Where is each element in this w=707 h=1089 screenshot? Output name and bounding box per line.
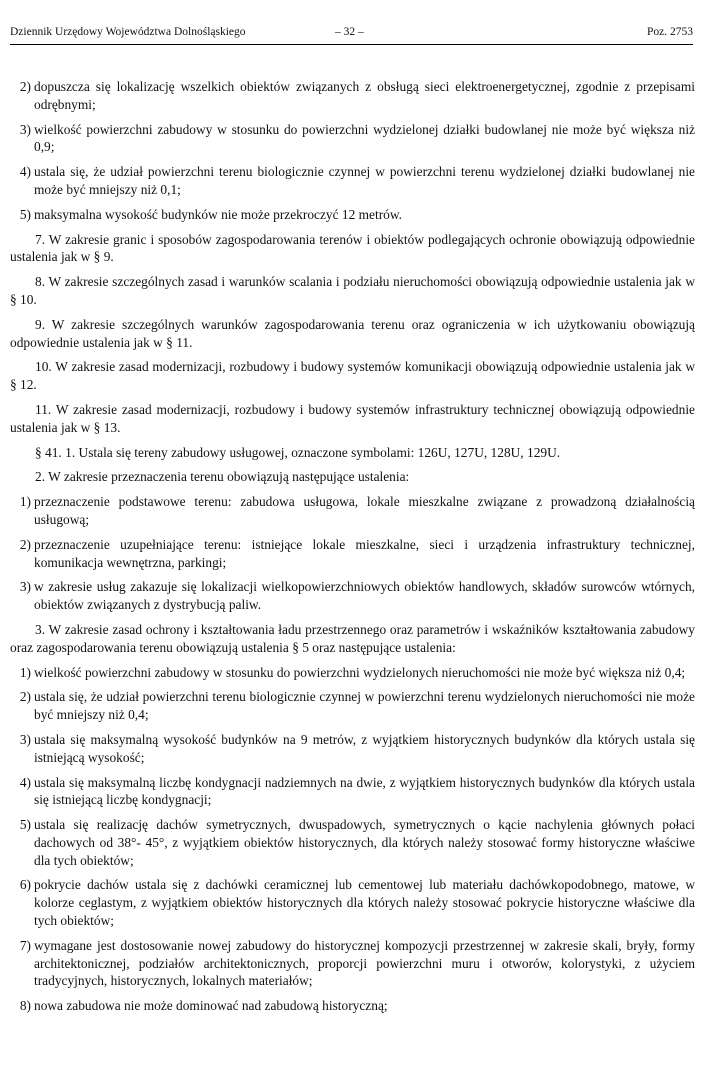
item-number: 6): [19, 877, 31, 893]
item-text: ustala się maksymalną liczbę kondygnacji nadziemnych na dwie, z wyjątkiem historycznych budynków dla których ustala się istniejącą liczbę kondygnacji;: [34, 774, 695, 808]
item-number: 4): [19, 164, 31, 180]
list-item: [10, 664, 695, 682]
header-rule: [10, 44, 693, 45]
journal-title: Dziennik Urzędowy Województwa Dolnośląskiego: [10, 26, 246, 38]
item-number: 7): [19, 937, 31, 953]
item-text: wymagane jest dostosowanie nowej zabudowy do historycznej kompozycji przestrzennej w zakresie skali, bryły, formy architektonicznej, podziałów architektonicznych, proporcji powierzchni muru i otworów, kolorystyki, z użyciem tradycyjnych, historycznych, lokalnych materiałów;: [34, 937, 695, 989]
item-text: ustala się, że udział powierzchni terenu biologicznie czynnej w powierzchni terenu wydzielonej działki budowlanej nie może być mniejszy niż 0,1;: [34, 164, 695, 197]
list-item: [10, 163, 695, 199]
list-item: [10, 997, 695, 1015]
item-text: w zakresie usług zakazuje się lokalizacji wielkopowierzchniowych obiektów handlowych, składów surowców wtórnych, obiektów związanych z dystrybucją paliw.: [34, 579, 695, 613]
page-number: – 32 –: [335, 26, 364, 38]
document-body: [10, 78, 695, 1022]
item-number: 1): [19, 664, 31, 680]
item-number: 3): [19, 731, 31, 747]
paragraph: 8. W zakresie szczególnych zasad i warunków scalania i podziału nieruchomości obowiązują odpowiednie ustalenia jak w § 10.: [10, 274, 695, 307]
item-number: 3): [19, 579, 31, 595]
item-text: przeznaczenie uzupełniające terenu: istniejące lokale mieszkalne, sieci i urządzenia infrastruktury technicznej, komunikacja wewnętrzna, parkingi;: [34, 536, 695, 570]
item-text: pokrycie dachów ustala się z dachówki ceramicznej lub cementowej lub materiału dachówkopodobnego, matowe, w kolorze ceglastym, z wyjątkiem obiektów historycznych dla których należy stosować pokrycie historyczne właściwe dla tych obiektów;: [34, 877, 695, 929]
item-text: nowa zabudowa nie może dominować nad zabudową historyczną;: [34, 998, 388, 1014]
list-item: [10, 121, 695, 157]
item-text: maksymalna wysokość budynków nie może przekroczyć 12 metrów.: [34, 206, 403, 222]
list-item: [10, 493, 695, 529]
list-item: [10, 78, 695, 114]
paragraph: 2. W zakresie przeznaczenia terenu obowiązują następujące ustalenia:: [35, 469, 410, 485]
item-text: dopuszcza się lokalizację wszelkich obiektów związanych z obsługą sieci elektroenergetycznej, zgodnie z przepisami odrębnymi;: [34, 79, 695, 112]
item-text: wielkość powierzchni zabudowy w stosunku do powierzchni wydzielonych nieruchomości nie może być większa niż 0,4;: [34, 664, 686, 680]
item-text: ustala się, że udział powierzchni terenu biologicznie czynnej w powierzchni terenu wydzielonych nieruchomości nie może być mniejszy niż 0,4;: [34, 689, 695, 723]
item-number: 3): [19, 121, 31, 137]
item-number: 2): [19, 536, 31, 552]
list-item: [10, 816, 695, 869]
paragraph: 3. W zakresie zasad ochrony i kształtowania ładu przestrzennego oraz parametrów i wskaźników kształtowania zabudowy oraz zagospodarowania terenu obowiązują ustalenia § 5 oraz następujące ustalenia:: [10, 621, 695, 655]
list-item: [10, 876, 695, 929]
list-item: [10, 536, 695, 572]
paragraph: 11. W zakresie zasad modernizacji, rozbudowy i budowy systemów infrastruktury technicznej obowiązują odpowiednie ustalenia jak w § 13.: [10, 401, 695, 435]
list-item: [10, 688, 695, 724]
item-text: ustala się maksymalną wysokość budynków na 9 metrów, z wyjątkiem historycznych budynków dla których ustala się istniejącą wysokość;: [34, 731, 695, 765]
list-item: [10, 206, 695, 224]
position-number: Poz. 2753: [647, 26, 693, 38]
item-number: 8): [19, 998, 31, 1014]
item-number: 2): [19, 79, 31, 94]
paragraph: 10. W zakresie zasad modernizacji, rozbudowy i budowy systemów komunikacji obowiązują odpowiednie ustalenia jak w § 12.: [10, 359, 695, 393]
paragraph: § 41. 1. Ustala się tereny zabudowy usługowej, oznaczone symbolami: 126U, 127U, 128U, 129U.: [35, 444, 561, 460]
item-text: ustala się realizację dachów symetrycznych, dwuspadowych, symetrycznych o kącie nachylenia głównych połaci dachowych od 38°- 45°, z wyjątkiem obiektów historycznych, dla których należy stosować formy historyczne właściwe dla tych obiektów;: [34, 817, 695, 868]
item-text: przeznaczenie podstawowe terenu: zabudowa usługowa, lokale mieszkalne związane z prowadzoną działalnością usługową;: [34, 494, 695, 527]
page-header: [10, 26, 693, 42]
list-item: [10, 937, 695, 990]
item-number: 4): [19, 774, 31, 790]
list-item: [10, 731, 695, 767]
list-item: [10, 578, 695, 614]
paragraph: 9. W zakresie szczególnych warunków zagospodarowania terenu oraz ograniczenia w ich użytkowaniu obowiązują odpowiednie ustalenia jak w § 11.: [10, 316, 695, 350]
paragraph: 7. W zakresie granic i sposobów zagospodarowania terenów i obiektów podlegających ochronie obowiązują odpowiednie ustalenia jak w § 9.: [10, 231, 695, 265]
list-item: [10, 774, 695, 810]
item-number: 1): [19, 494, 31, 510]
item-text: wielkość powierzchni zabudowy w stosunku do powierzchni wydzielonej działki budowlanej nie może być większa niż 0,9;: [34, 121, 695, 155]
item-number: 5): [19, 817, 31, 833]
item-number: 5): [19, 206, 31, 222]
item-number: 2): [19, 689, 31, 705]
